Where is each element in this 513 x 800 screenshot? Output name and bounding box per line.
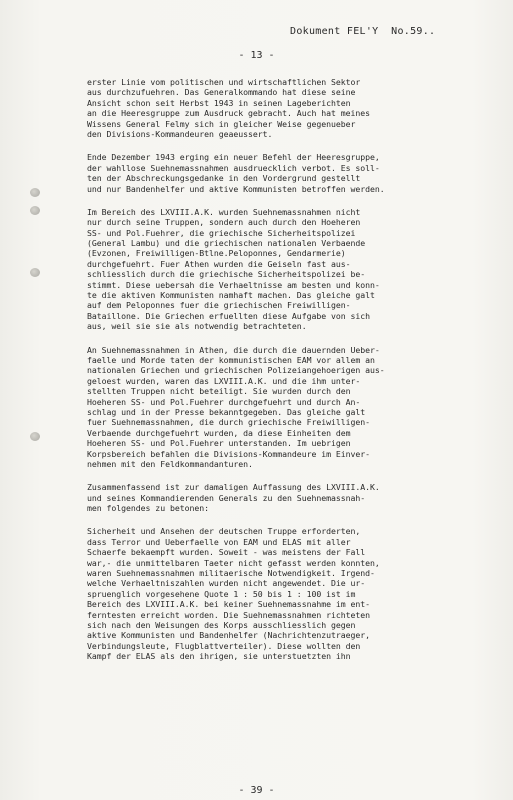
- text-line: und seines Kommandierenden Generals zu den Suehnemassnah-: [87, 492, 366, 503]
- text-line: dass Terror und Ueberfaelle von EAM und ELAS mit aller: [87, 536, 351, 547]
- text-line: schliesslich durch die griechische Sicherheitspolizei be-: [87, 269, 366, 280]
- punch-hole-mark: [30, 188, 40, 197]
- page-number-bottom: - 39 -: [238, 785, 275, 796]
- text-line: Zusammenfassend ist zur damaligen Auffassung des LXVIII.A.K.: [87, 482, 380, 493]
- text-line: (Evzonen, Freiwilligen-Btlne.Peloponnes, Gendarmerie): [87, 248, 346, 259]
- paragraph: [87, 526, 477, 661]
- text-line: Korpsbereich befahlen die Divisions-Kommandeure im Einver-: [87, 448, 370, 459]
- text-line: Verbindungsleute, Flugblattverteiler). Diese wollten den: [87, 640, 361, 651]
- text-line: war,- die unmittelbaren Taeter nicht gefasst werden konnten,: [87, 557, 380, 568]
- text-line: und nur Bandenhelfer und aktive Kommunisten betroffen werden.: [87, 183, 385, 194]
- punch-hole-mark: [30, 206, 40, 215]
- text-line: Hoeheren SS- und Pol.Fuehrer unterstanden. Im uebrigen: [87, 438, 351, 449]
- text-line: durchgefuehrt. Fuer Athen wurden die Geiseln fast aus-: [87, 258, 351, 269]
- text-line: aus durchzufuehren. Das Generalkommando hat diese seine: [87, 87, 356, 98]
- text-line: erster Linie vom politischen und wirtschaftlichen Sektor: [87, 77, 361, 87]
- text-line: stellten Truppen nicht beteiligt. Sie wurden durch den: [87, 386, 351, 397]
- text-line: SS- und Pol.Fuehrer, die griechische Sicherheitspolizei: [87, 227, 356, 238]
- text-line: Ansicht schon seit Herbst 1943 in seinen Lageberichten: [87, 97, 351, 108]
- text-line: Bataillone. Die Griechen erfuellten diese Aufgabe von sich: [87, 310, 370, 321]
- text-line: waren Suehnemassnahmen militaerische Notwendigkeit. Irgend-: [87, 568, 375, 579]
- text-line: welche Verhaeltniszahlen wurden nicht angewendet. Die ur-: [87, 578, 366, 589]
- text-line: aktive Kommunisten und Bandenhelfer (Nachrichtenzutraeger,: [87, 630, 370, 641]
- text-line: geloest wurden, waren das LXVIII.A.K. und die ihm unter-: [87, 375, 361, 386]
- text-line: Hoeheren SS- und Pol.Fuehrer durchgefuehrt und durch An-: [87, 396, 361, 407]
- text-line: nehmen mit den Feldkommandanturen.: [87, 458, 253, 469]
- text-line: Wissens General Felmy sich in gleicher Weise gegenueber: [87, 118, 356, 129]
- text-line: (General Lambu) und die griechischen nationalen Verbaende: [87, 238, 366, 249]
- text-line: nur durch seine Truppen, sondern auch durch den Hoeheren: [87, 217, 361, 228]
- text-line: der wahllose Suehnemassnahmen ausdruecklich verbot. Es soll-: [87, 162, 380, 173]
- text-line: auf dem Peloponnes fuer die griechischen Freiwilligen-: [87, 300, 351, 311]
- document-reference: Dokument FEL'Y No.59..: [290, 26, 436, 37]
- text-line: aus, weil sie sie als notwendig betrachteten.: [87, 321, 307, 332]
- text-line: Im Bereich des LXVIII.A.K. wurden Suehnemassnahmen nicht: [87, 206, 361, 217]
- paragraph: [87, 207, 477, 332]
- text-line: Verbaende durchgefuehrt wurden, da diese Einheiten dem: [87, 427, 351, 438]
- page-number-top: - 13 -: [238, 50, 275, 61]
- text-line: men folgendes zu betonen:: [87, 503, 209, 514]
- text-line: Kampf der ELAS als den ihrigen, sie unterstuetzten ihn: [87, 651, 351, 662]
- punch-hole-mark: [30, 268, 40, 277]
- text-line: ferntesten erreicht worden. Die Suehnemassnahmen richteten: [87, 609, 370, 620]
- text-line: An Suehnemassnahmen in Athen, die durch die dauernden Ueber-: [87, 344, 380, 355]
- text-line: ten der Abschreckungsgedanke in den Vordergrund gestellt: [87, 173, 361, 184]
- paragraph: [87, 345, 477, 470]
- punch-hole-mark: [30, 432, 40, 441]
- text-line: spruenglich vorgesehene Quote 1 : 50 bis 1 : 100 ist im: [87, 588, 356, 599]
- paragraph: [87, 482, 477, 513]
- paragraph: [87, 77, 477, 139]
- text-line: Bereich des LXVIII.A.K. bei keiner Suehnemassnahme im ent-: [87, 599, 370, 610]
- paragraph: [87, 152, 477, 194]
- text-line: fuer Suehnemassnahmen, die durch griechische Freiwilligen-: [87, 417, 370, 428]
- text-line: te die aktiven Kommunisten namhaft machen. Das gleiche galt: [87, 290, 375, 301]
- document-body: [87, 77, 477, 675]
- text-line: Sicherheit und Ansehen der deutschen Truppe erforderten,: [87, 526, 361, 537]
- text-line: faelle und Morde taten der kommunistischen EAM vor allem an: [87, 354, 375, 365]
- text-line: den Divisions-Kommandeuren geaeussert.: [87, 128, 273, 139]
- text-line: Schaerfe bekaempft wurden. Soweit - was meistens der Fall: [87, 547, 366, 558]
- text-line: nationalen Griechen und griechischen Polizeiangehoerigen aus-: [87, 365, 385, 376]
- text-line: stimmt. Diese uebersah die Verhaeltnisse am besten und konn-: [87, 279, 380, 290]
- text-line: sich nach den Weisungen des Korps ausschliesslich gegen: [87, 619, 356, 630]
- text-line: schlag und in der Presse bekanntgegeben. Das gleiche galt: [87, 406, 366, 417]
- text-line: an die Heeresgruppe zum Ausdruck gebracht. Auch hat meines: [87, 108, 370, 119]
- text-line: Ende Dezember 1943 erging ein neuer Befehl der Heeresgruppe,: [87, 152, 380, 163]
